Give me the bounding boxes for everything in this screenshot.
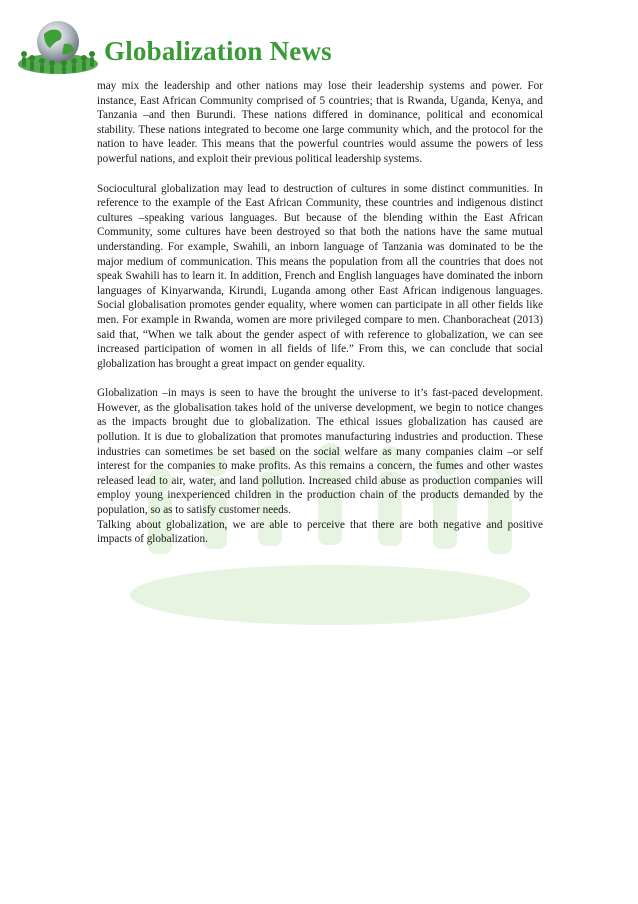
paragraph-political: may mix the leadership and other nations may lose their leadership systems and power. For instance, East African Community comprised of 5 countries; that is Rwanda, Uganda, Kenya, and Tanzania –and then Burundi. These nations differed in dominance, political and economical stability. These nations integrated to become one large community which, and the protocol for the nation to have leader. This means that the powerful countries would assume the powers of less powerful nations, and exploit their previous political leadership systems.: [97, 80, 543, 165]
page-title: Globalization News: [104, 36, 332, 66]
paragraph-ethical: Globalization –in mays is seen to have the brought the universe to it’s fast-paced development. However, as the globalisation takes hold of the universe development, we begin to notice changes as the impacts brought due to globalization. The ethical issues globalization has caused are pollution. It is due to globalization that promotes manufacturing industries and production. These industries can sometimes be set based on the social welfare as many companies claim –or self interest for the companies to make profits. As this remains a concern, the fumes and other wastes released lead to air, water, and land pollution. Increased child abuse as production companies will employ young inexperienced children in the production chain of the products demanded by the population, so as to satisfy customer needs.: [97, 387, 543, 517]
paragraph-sociocultural: Sociocultural globalization may lead to destruction of cultures in some distinct communities. In reference to the example of the East African Community, these countries and indigenous distinct cultures –speaking various languages. But because of the blending within the East African Community, some cultures have been destroyed so that both the nations have the same mutual understanding. For example, Swahili, an inborn language of Tanzania was dominated to be the major medium of communication. This means the population from all the countries that does not speak Swahili has to learn it. In addition, French and English languages have dominated the inborn languages of Kinyarwanda, Kirundi, Luganda among other East African indigenous languages. Social globalisation promotes gender equality, where women can participate in all other fields like men. For example in Rwanda, women are more privileged compare to men. Chanboracheat (2013) said that, “When we talk about the gender aspect of with reference to globalization, we can see increased participation of women in all fields of life.” From this, we can conclude that social globalization has brought a great impact on gender equality.: [97, 182, 543, 370]
article-body: [97, 79, 543, 547]
globe-people-logo-icon: [16, 14, 100, 76]
paragraph-conclusion: Talking about globalization, we are able to perceive that there are both negative and positive impacts of globalization.: [97, 518, 543, 546]
